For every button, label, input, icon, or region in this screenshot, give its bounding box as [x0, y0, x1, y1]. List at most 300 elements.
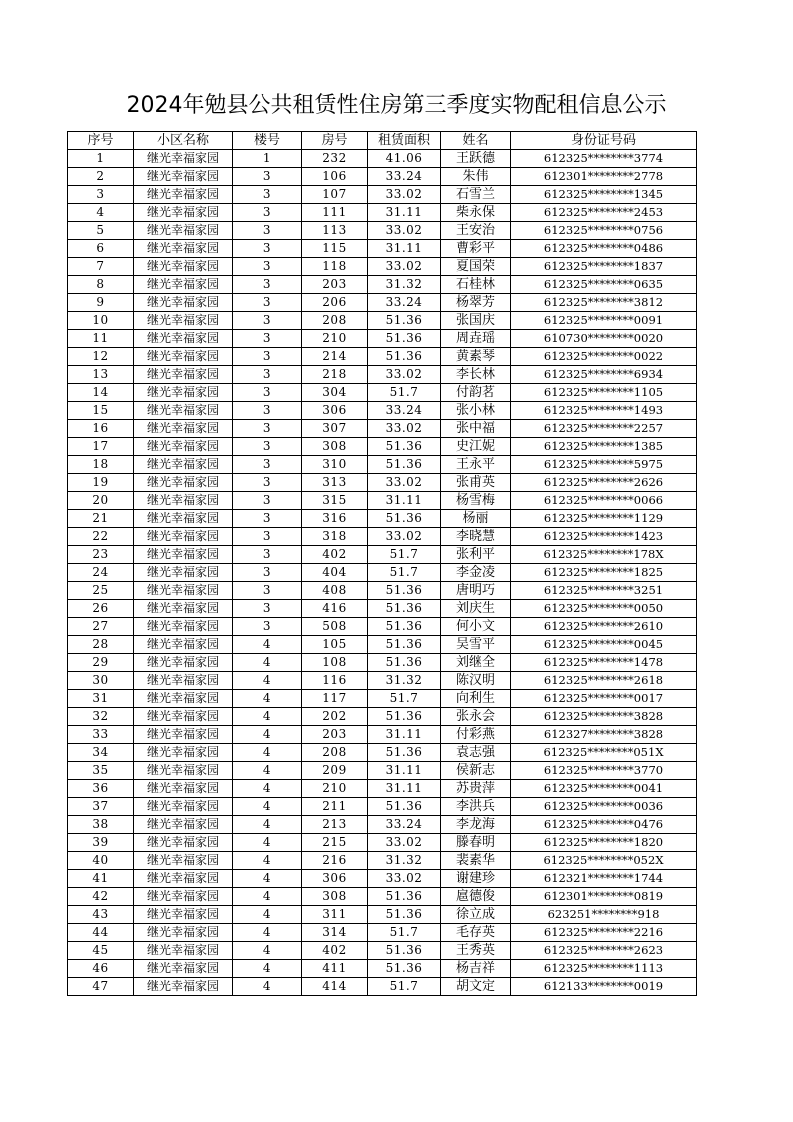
cell-area: 51.7: [368, 978, 441, 996]
cell-area: 31.32: [368, 672, 441, 690]
cell-room: 208: [302, 744, 368, 762]
table-row: [68, 402, 697, 420]
cell-room: 310: [302, 456, 368, 474]
cell-community: 继光幸福家园: [134, 186, 233, 204]
cell-name: 朱伟: [441, 168, 511, 186]
column-header-community: 小区名称: [134, 132, 233, 150]
cell-community: 继光幸福家园: [134, 240, 233, 258]
cell-community: 继光幸福家园: [134, 456, 233, 474]
cell-room: 306: [302, 870, 368, 888]
cell-id-number: 612325********0066: [511, 492, 697, 510]
cell-room: 211: [302, 798, 368, 816]
cell-area: 31.32: [368, 852, 441, 870]
cell-room: 304: [302, 384, 368, 402]
cell-community: 继光幸福家园: [134, 762, 233, 780]
cell-area: 51.36: [368, 888, 441, 906]
cell-community: 继光幸福家园: [134, 420, 233, 438]
table-row: [68, 762, 697, 780]
cell-community: 继光幸福家园: [134, 438, 233, 456]
cell-building: 3: [233, 348, 302, 366]
cell-building: 3: [233, 312, 302, 330]
table-row: [68, 726, 697, 744]
cell-serial: 33: [68, 726, 134, 744]
cell-id-number: 612325********3828: [511, 708, 697, 726]
cell-area: 51.36: [368, 906, 441, 924]
cell-community: 继光幸福家园: [134, 816, 233, 834]
cell-building: 3: [233, 366, 302, 384]
cell-id-number: 612133********0019: [511, 978, 697, 996]
cell-serial: 7: [68, 258, 134, 276]
cell-id-number: 612325********051X: [511, 744, 697, 762]
cell-serial: 43: [68, 906, 134, 924]
cell-room: 508: [302, 618, 368, 636]
cell-name: 向利生: [441, 690, 511, 708]
cell-id-number: 612325********2618: [511, 672, 697, 690]
cell-building: 4: [233, 942, 302, 960]
cell-area: 51.7: [368, 690, 441, 708]
cell-area: 51.36: [368, 312, 441, 330]
cell-id-number: 612325********0476: [511, 816, 697, 834]
table-row: [68, 942, 697, 960]
cell-building: 3: [233, 438, 302, 456]
cell-serial: 45: [68, 942, 134, 960]
cell-area: 51.36: [368, 456, 441, 474]
cell-room: 308: [302, 888, 368, 906]
cell-name: 曹彩平: [441, 240, 511, 258]
cell-building: 3: [233, 564, 302, 582]
cell-community: 继光幸福家园: [134, 294, 233, 312]
column-header-area: 租赁面积: [368, 132, 441, 150]
cell-name: 张甫英: [441, 474, 511, 492]
cell-name: 袁志强: [441, 744, 511, 762]
cell-id-number: 612325********0036: [511, 798, 697, 816]
cell-building: 4: [233, 906, 302, 924]
cell-room: 116: [302, 672, 368, 690]
column-header-building: 楼号: [233, 132, 302, 150]
cell-id-number: 612325********0017: [511, 690, 697, 708]
table-row: [68, 960, 697, 978]
cell-id-number: 612325********6934: [511, 366, 697, 384]
cell-name: 滕春明: [441, 834, 511, 852]
cell-area: 51.36: [368, 582, 441, 600]
cell-serial: 25: [68, 582, 134, 600]
table-row: [68, 690, 697, 708]
cell-serial: 44: [68, 924, 134, 942]
cell-area: 31.11: [368, 726, 441, 744]
cell-name: 黄素琴: [441, 348, 511, 366]
table-body: [68, 150, 697, 996]
cell-building: 4: [233, 870, 302, 888]
cell-building: 4: [233, 852, 302, 870]
cell-serial: 8: [68, 276, 134, 294]
cell-area: 33.02: [368, 420, 441, 438]
cell-name: 李龙海: [441, 816, 511, 834]
cell-serial: 37: [68, 798, 134, 816]
cell-id-number: 612325********178X: [511, 546, 697, 564]
cell-community: 继光幸福家园: [134, 168, 233, 186]
table-row: [68, 186, 697, 204]
cell-building: 3: [233, 330, 302, 348]
cell-serial: 26: [68, 600, 134, 618]
cell-id-number: 612325********2610: [511, 618, 697, 636]
cell-room: 416: [302, 600, 368, 618]
cell-building: 3: [233, 168, 302, 186]
cell-serial: 32: [68, 708, 134, 726]
cell-name: 王安治: [441, 222, 511, 240]
cell-building: 4: [233, 816, 302, 834]
cell-building: 3: [233, 402, 302, 420]
cell-serial: 27: [68, 618, 134, 636]
cell-id-number: 612325********0486: [511, 240, 697, 258]
cell-community: 继光幸福家园: [134, 960, 233, 978]
cell-id-number: 612325********1113: [511, 960, 697, 978]
cell-serial: 47: [68, 978, 134, 996]
cell-name: 刘继全: [441, 654, 511, 672]
table-row: [68, 312, 697, 330]
cell-building: 4: [233, 834, 302, 852]
table-header-row: [68, 132, 697, 150]
table-row: [68, 294, 697, 312]
cell-community: 继光幸福家园: [134, 906, 233, 924]
table-row: [68, 780, 697, 798]
cell-community: 继光幸福家园: [134, 222, 233, 240]
table-row: [68, 330, 697, 348]
cell-community: 继光幸福家园: [134, 402, 233, 420]
cell-area: 33.02: [368, 474, 441, 492]
cell-room: 308: [302, 438, 368, 456]
cell-community: 继光幸福家园: [134, 204, 233, 222]
table-row: [68, 510, 697, 528]
cell-building: 4: [233, 744, 302, 762]
cell-area: 51.7: [368, 924, 441, 942]
cell-name: 徐立成: [441, 906, 511, 924]
cell-name: 杨吉祥: [441, 960, 511, 978]
cell-name: 张中福: [441, 420, 511, 438]
table-row: [68, 852, 697, 870]
cell-building: 3: [233, 186, 302, 204]
cell-area: 51.36: [368, 798, 441, 816]
cell-id-number: 612325********0091: [511, 312, 697, 330]
table-row: [68, 384, 697, 402]
cell-serial: 14: [68, 384, 134, 402]
cell-room: 111: [302, 204, 368, 222]
cell-community: 继光幸福家园: [134, 528, 233, 546]
cell-room: 115: [302, 240, 368, 258]
cell-area: 31.11: [368, 492, 441, 510]
cell-name: 付彩燕: [441, 726, 511, 744]
allocation-table: [67, 131, 697, 996]
table-row: [68, 978, 697, 996]
cell-room: 118: [302, 258, 368, 276]
cell-name: 胡文定: [441, 978, 511, 996]
column-header-name: 姓名: [441, 132, 511, 150]
cell-community: 继光幸福家园: [134, 798, 233, 816]
cell-building: 3: [233, 240, 302, 258]
cell-area: 51.36: [368, 744, 441, 762]
cell-area: 31.11: [368, 240, 441, 258]
cell-room: 315: [302, 492, 368, 510]
cell-community: 继光幸福家园: [134, 546, 233, 564]
cell-id-number: 612325********1478: [511, 654, 697, 672]
cell-community: 继光幸福家园: [134, 870, 233, 888]
table-row: [68, 636, 697, 654]
cell-name: 李长林: [441, 366, 511, 384]
cell-serial: 41: [68, 870, 134, 888]
cell-room: 402: [302, 942, 368, 960]
cell-room: 117: [302, 690, 368, 708]
cell-room: 214: [302, 348, 368, 366]
cell-building: 4: [233, 672, 302, 690]
cell-id-number: 612325********1345: [511, 186, 697, 204]
cell-community: 继光幸福家园: [134, 312, 233, 330]
table-row: [68, 888, 697, 906]
cell-name: 扈德俊: [441, 888, 511, 906]
page-title: 2024年勉县公共租赁性住房第三季度实物配租信息公示: [126, 93, 667, 118]
cell-room: 316: [302, 510, 368, 528]
cell-id-number: 612325********2453: [511, 204, 697, 222]
cell-building: 4: [233, 726, 302, 744]
cell-area: 51.7: [368, 564, 441, 582]
cell-building: 4: [233, 798, 302, 816]
cell-name: 何小文: [441, 618, 511, 636]
cell-area: 33.02: [368, 834, 441, 852]
cell-id-number: 612325********1105: [511, 384, 697, 402]
cell-serial: 21: [68, 510, 134, 528]
cell-serial: 29: [68, 654, 134, 672]
cell-serial: 17: [68, 438, 134, 456]
cell-serial: 16: [68, 420, 134, 438]
cell-name: 刘庆生: [441, 600, 511, 618]
cell-serial: 42: [68, 888, 134, 906]
cell-community: 继光幸福家园: [134, 978, 233, 996]
cell-serial: 15: [68, 402, 134, 420]
cell-serial: 3: [68, 186, 134, 204]
cell-id-number: 612301********0819: [511, 888, 697, 906]
cell-community: 继光幸福家园: [134, 708, 233, 726]
cell-name: 张永会: [441, 708, 511, 726]
cell-serial: 39: [68, 834, 134, 852]
cell-serial: 36: [68, 780, 134, 798]
cell-building: 4: [233, 888, 302, 906]
cell-community: 继光幸福家园: [134, 330, 233, 348]
cell-room: 414: [302, 978, 368, 996]
table-row: [68, 438, 697, 456]
table-row: [68, 654, 697, 672]
cell-id-number: 612325********3812: [511, 294, 697, 312]
cell-community: 继光幸福家园: [134, 348, 233, 366]
cell-serial: 12: [68, 348, 134, 366]
cell-area: 33.24: [368, 168, 441, 186]
cell-area: 33.24: [368, 294, 441, 312]
cell-name: 杨雪梅: [441, 492, 511, 510]
cell-name: 苏贵萍: [441, 780, 511, 798]
table-row: [68, 618, 697, 636]
cell-community: 继光幸福家园: [134, 780, 233, 798]
cell-building: 4: [233, 654, 302, 672]
cell-room: 108: [302, 654, 368, 672]
cell-area: 51.36: [368, 600, 441, 618]
cell-room: 404: [302, 564, 368, 582]
cell-room: 203: [302, 276, 368, 294]
cell-id-number: 612325********1385: [511, 438, 697, 456]
cell-serial: 35: [68, 762, 134, 780]
cell-serial: 4: [68, 204, 134, 222]
cell-building: 3: [233, 456, 302, 474]
cell-area: 51.36: [368, 960, 441, 978]
cell-room: 411: [302, 960, 368, 978]
cell-room: 107: [302, 186, 368, 204]
cell-name: 王永平: [441, 456, 511, 474]
cell-id-number: 612325********3251: [511, 582, 697, 600]
table-row: [68, 492, 697, 510]
cell-name: 史江妮: [441, 438, 511, 456]
cell-community: 继光幸福家园: [134, 636, 233, 654]
cell-room: 106: [302, 168, 368, 186]
cell-area: 33.24: [368, 402, 441, 420]
cell-id-number: 612325********2623: [511, 942, 697, 960]
table-row: [68, 528, 697, 546]
cell-name: 王秀英: [441, 942, 511, 960]
cell-id-number: 612325********0045: [511, 636, 697, 654]
cell-room: 318: [302, 528, 368, 546]
cell-building: 3: [233, 528, 302, 546]
column-header-room: 房号: [302, 132, 368, 150]
cell-community: 继光幸福家园: [134, 600, 233, 618]
cell-serial: 38: [68, 816, 134, 834]
cell-community: 继光幸福家园: [134, 744, 233, 762]
cell-name: 夏国荣: [441, 258, 511, 276]
cell-room: 232: [302, 150, 368, 168]
cell-serial: 34: [68, 744, 134, 762]
cell-room: 408: [302, 582, 368, 600]
table-row: [68, 150, 697, 168]
cell-name: 侯新志: [441, 762, 511, 780]
table-row: [68, 924, 697, 942]
table-row: [68, 348, 697, 366]
cell-room: 307: [302, 420, 368, 438]
cell-serial: 30: [68, 672, 134, 690]
cell-area: 51.36: [368, 438, 441, 456]
cell-community: 继光幸福家园: [134, 366, 233, 384]
cell-name: 石雪兰: [441, 186, 511, 204]
cell-area: 33.02: [368, 222, 441, 240]
cell-community: 继光幸福家园: [134, 654, 233, 672]
cell-serial: 6: [68, 240, 134, 258]
cell-name: 李洪兵: [441, 798, 511, 816]
cell-id-number: 612325********0022: [511, 348, 697, 366]
cell-building: 4: [233, 762, 302, 780]
cell-id-number: 612325********0050: [511, 600, 697, 618]
cell-building: 3: [233, 420, 302, 438]
cell-community: 继光幸福家园: [134, 852, 233, 870]
cell-room: 202: [302, 708, 368, 726]
cell-id-number: 612325********0635: [511, 276, 697, 294]
table-row: [68, 258, 697, 276]
table-row: [68, 564, 697, 582]
cell-id-number: 612325********052X: [511, 852, 697, 870]
cell-building: 4: [233, 960, 302, 978]
cell-area: 31.32: [368, 276, 441, 294]
cell-building: 3: [233, 258, 302, 276]
cell-community: 继光幸福家园: [134, 942, 233, 960]
cell-building: 3: [233, 384, 302, 402]
cell-building: 4: [233, 636, 302, 654]
cell-room: 105: [302, 636, 368, 654]
cell-id-number: 612325********1423: [511, 528, 697, 546]
cell-serial: 5: [68, 222, 134, 240]
cell-id-number: 612325********1129: [511, 510, 697, 528]
cell-room: 215: [302, 834, 368, 852]
table-row: [68, 798, 697, 816]
cell-area: 51.36: [368, 636, 441, 654]
cell-area: 51.36: [368, 654, 441, 672]
cell-id-number: 612325********1493: [511, 402, 697, 420]
table-row: [68, 708, 697, 726]
table-row: [68, 420, 697, 438]
cell-building: 4: [233, 780, 302, 798]
cell-room: 213: [302, 816, 368, 834]
cell-community: 继光幸福家园: [134, 834, 233, 852]
cell-area: 51.36: [368, 348, 441, 366]
cell-id-number: 612325********1820: [511, 834, 697, 852]
cell-room: 218: [302, 366, 368, 384]
cell-area: 31.11: [368, 780, 441, 798]
cell-id-number: 612325********3770: [511, 762, 697, 780]
cell-room: 216: [302, 852, 368, 870]
cell-area: 51.36: [368, 942, 441, 960]
cell-name: 付韵茗: [441, 384, 511, 402]
cell-area: 31.11: [368, 762, 441, 780]
cell-id-number: 612301********2778: [511, 168, 697, 186]
cell-name: 张国庆: [441, 312, 511, 330]
cell-building: 3: [233, 510, 302, 528]
cell-community: 继光幸福家园: [134, 726, 233, 744]
cell-community: 继光幸福家园: [134, 924, 233, 942]
column-header-serial: 序号: [68, 132, 134, 150]
table-row: [68, 204, 697, 222]
cell-room: 311: [302, 906, 368, 924]
cell-id-number: 612327********3828: [511, 726, 697, 744]
cell-id-number: 612325********0756: [511, 222, 697, 240]
cell-community: 继光幸福家园: [134, 510, 233, 528]
cell-community: 继光幸福家园: [134, 258, 233, 276]
table-row: [68, 546, 697, 564]
table-row: [68, 834, 697, 852]
cell-building: 3: [233, 294, 302, 312]
table-row: [68, 276, 697, 294]
cell-community: 继光幸福家园: [134, 888, 233, 906]
cell-serial: 13: [68, 366, 134, 384]
cell-name: 石桂林: [441, 276, 511, 294]
cell-serial: 22: [68, 528, 134, 546]
cell-area: 51.36: [368, 510, 441, 528]
cell-building: 3: [233, 546, 302, 564]
table-row: [68, 582, 697, 600]
cell-serial: 20: [68, 492, 134, 510]
cell-room: 314: [302, 924, 368, 942]
cell-building: 3: [233, 600, 302, 618]
cell-building: 3: [233, 474, 302, 492]
cell-room: 210: [302, 780, 368, 798]
cell-community: 继光幸福家园: [134, 618, 233, 636]
cell-area: 51.36: [368, 330, 441, 348]
cell-room: 206: [302, 294, 368, 312]
table-row: [68, 456, 697, 474]
cell-name: 张利平: [441, 546, 511, 564]
cell-name: 谢建珍: [441, 870, 511, 888]
cell-community: 继光幸福家园: [134, 474, 233, 492]
cell-name: 李金凌: [441, 564, 511, 582]
